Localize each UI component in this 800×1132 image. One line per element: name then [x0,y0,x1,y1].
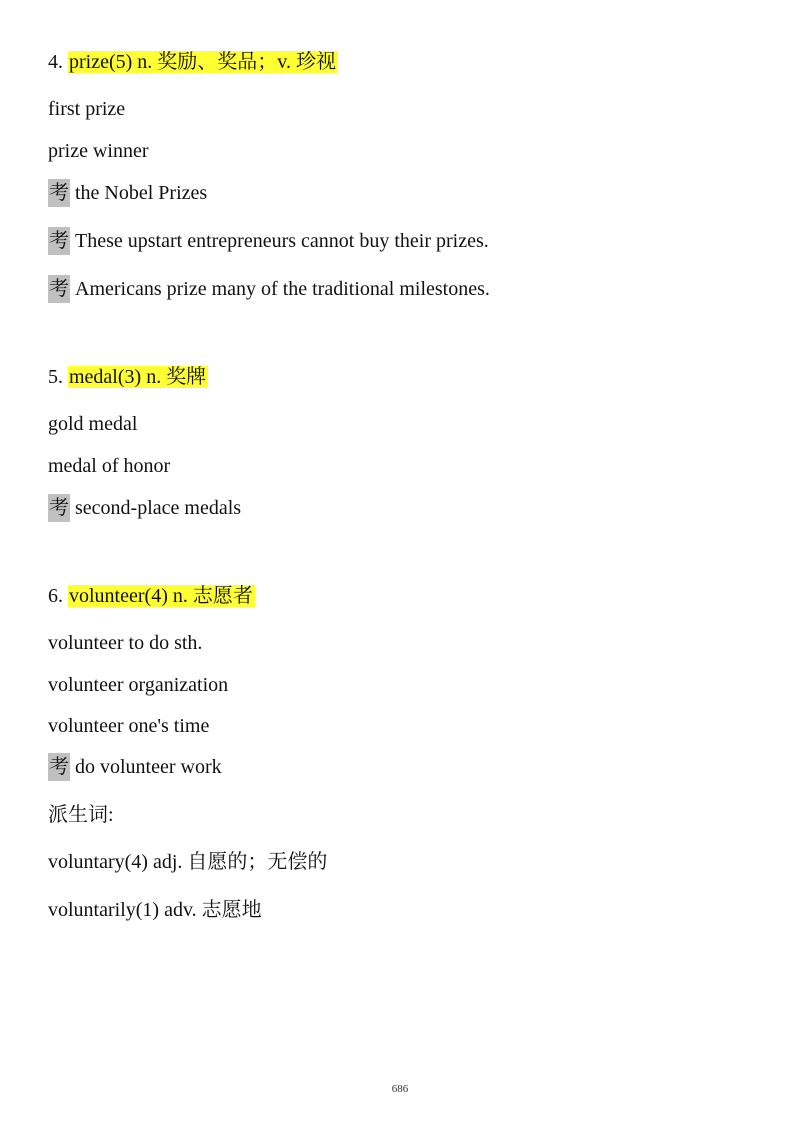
derivative-line [48,848,327,876]
phrase-text: volunteer to do sth. [48,632,203,654]
exam-marker: 考 [48,753,70,781]
entry-heading-medal [48,363,208,391]
phrase-line [48,137,149,165]
phrase-line [48,629,202,657]
derivative-text: voluntary(4) adj. 自愿的；无偿的 [48,851,328,873]
phrase-line [48,452,170,480]
exam-phrase-line [48,753,222,781]
phrase-text: prize winner [48,140,149,162]
phrase-text: gold medal [48,413,138,435]
entry-heading-prize [48,48,338,76]
page-number: 686 [391,1083,409,1095]
derivative-text: voluntarily(1) adv. 志愿地 [48,899,262,921]
phrase-text: the Nobel Prizes [75,182,208,204]
entry-number: 4. [48,51,63,73]
exam-marker: 考 [48,179,70,207]
exam-marker: 考 [48,494,70,522]
entry-number: 5. [48,366,63,388]
entry-number: 6. [48,585,63,607]
sentence-text: These upstart entrepreneurs cannot buy their prizes. [75,230,489,252]
phrase-line [48,410,137,438]
exam-phrase-line [48,179,207,207]
phrase-text: first prize [48,98,126,120]
exam-phrase-line [48,494,241,522]
entry-heading-volunteer [48,582,255,610]
phrase-text: volunteer organization [48,674,229,696]
phrase-line [48,671,228,699]
entry-headword-highlighted: medal(3) n. 奖牌 [69,366,207,388]
exam-sentence-line [48,227,489,255]
sentence-text: Americans prize many of the traditional milestones. [75,278,490,300]
exam-sentence-line [48,275,490,303]
derivative-line [48,896,262,924]
derivatives-label [48,801,114,829]
exam-marker: 考 [48,227,70,255]
phrase-text: do volunteer work [75,756,222,778]
phrase-line [48,712,209,740]
derivatives-label-text: 派生词: [48,804,114,826]
entry-headword-highlighted: prize(5) n. 奖励、奖品；v. 珍视 [69,51,336,73]
exam-marker: 考 [48,275,70,303]
phrase-line [48,95,125,123]
phrase-text: medal of honor [48,455,171,477]
entry-headword-highlighted: volunteer(4) n. 志愿者 [69,585,253,607]
phrase-text: second-place medals [75,497,242,519]
phrase-text: volunteer one's time [48,715,210,737]
